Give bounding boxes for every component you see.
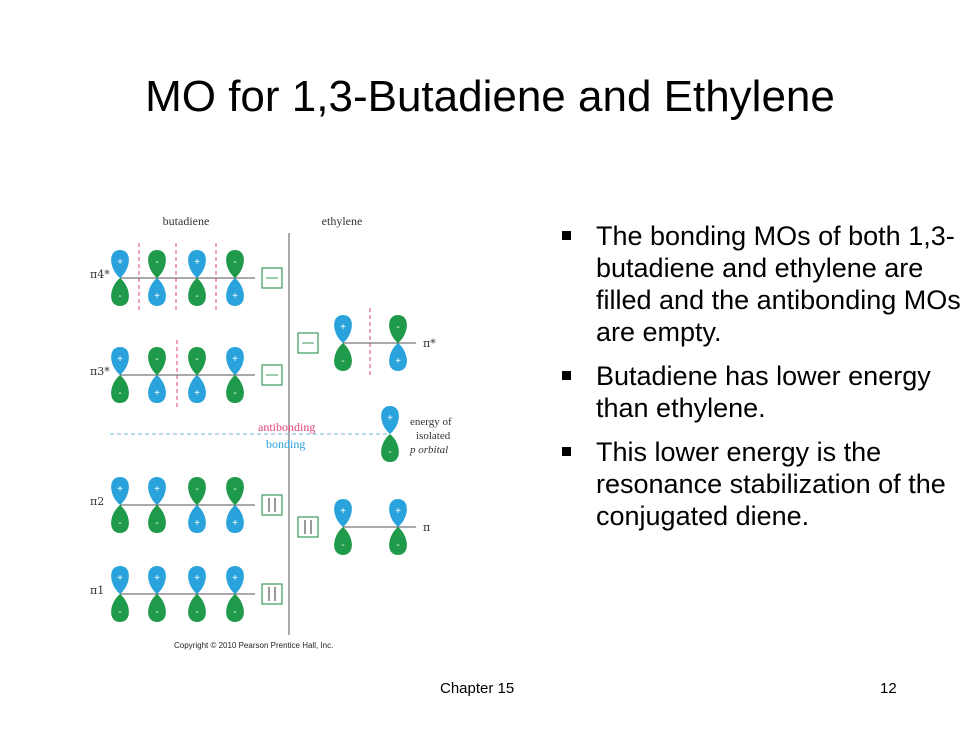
ethylene-heading: ethylene: [321, 214, 363, 228]
bullet-text: The bonding MOs of both 1,3-butadiene and ethylene are filled and the antibonding MOs are empty.: [596, 221, 961, 347]
phase-sign-label: +: [340, 506, 346, 517]
phase-sign-label: -: [155, 354, 159, 365]
antibonding-label: antibonding: [258, 420, 316, 434]
phase-sign-label: -: [155, 257, 159, 268]
bullet-square-icon: [562, 231, 571, 240]
phase-sign-label: -: [195, 484, 199, 495]
phase-sign-label: +: [117, 354, 123, 365]
phase-sign-label: -: [118, 518, 122, 529]
phase-sign-label: +: [154, 573, 160, 584]
phase-sign-label: +: [232, 354, 238, 365]
phase-sign-label: -: [195, 291, 199, 302]
phase-sign-label: +: [154, 291, 160, 302]
phase-sign-label: -: [233, 607, 237, 618]
bonding-label: bonding: [266, 437, 306, 451]
phase-sign-label: -: [118, 607, 122, 618]
bullet-item: [558, 360, 963, 424]
bullet-item: [558, 220, 963, 348]
mo-level-label: π4*: [90, 268, 110, 281]
butadiene-mo-level: [90, 340, 282, 410]
mo-level-label: π1: [90, 584, 105, 597]
phase-sign-label: +: [340, 322, 346, 333]
phase-sign-label: -: [155, 518, 159, 529]
phase-sign-label: +: [117, 257, 123, 268]
phase-sign-label: +: [232, 573, 238, 584]
isolated-energy-label-3: p orbital: [410, 444, 449, 456]
phase-sign-label: -: [233, 484, 237, 495]
phase-sign-label: -: [341, 540, 345, 551]
isolated-energy-label-1: energy of: [410, 416, 452, 428]
filled-box: [262, 495, 282, 515]
phase-sign-label: -: [118, 291, 122, 302]
mo-diagram: [80, 205, 480, 655]
bullet-text: This lower energy is the resonance stabilization of the conjugated diene.: [596, 437, 946, 531]
butadiene-mo-level: [90, 477, 282, 533]
bullet-list: [558, 220, 963, 544]
isolated-energy-label-2: isolated: [416, 430, 451, 442]
phase-sign-label: +: [194, 388, 200, 399]
footer-chapter: Chapter 15: [440, 680, 515, 697]
phase-sign-label: +: [194, 257, 200, 268]
phase-sign-label: -: [155, 607, 159, 618]
mo-level-label: π*: [423, 337, 436, 350]
butadiene-heading: butadiene: [162, 214, 210, 228]
mo-level-label: π2: [90, 495, 105, 508]
page-number: 12: [880, 680, 897, 697]
phase-sign-label: +: [154, 388, 160, 399]
phase-sign-label: +: [154, 484, 160, 495]
phase-sign-label: +: [395, 506, 401, 517]
phase-sign-label: +: [194, 518, 200, 529]
mo-level-label: π3*: [90, 365, 110, 378]
phase-sign-label: +: [232, 518, 238, 529]
phase-sign-label: -: [118, 388, 122, 399]
phase-sign-label: -: [396, 540, 400, 551]
phase-sign-label: +: [194, 573, 200, 584]
phase-sign-label: -: [341, 356, 345, 367]
phase-sign-label: +: [395, 356, 401, 367]
phase-sign-label: +: [117, 484, 123, 495]
bullet-square-icon: [562, 371, 571, 380]
bullet-square-icon: [562, 447, 571, 456]
phase-sign-label: +: [232, 291, 238, 302]
filled-box: [262, 584, 282, 604]
filled-box: [298, 517, 318, 537]
bullet-item: [558, 436, 963, 532]
bullet-text: Butadiene has lower energy than ethylene.: [596, 361, 931, 423]
mo-level-label: π: [423, 521, 431, 534]
phase-sign-label: -: [233, 257, 237, 268]
phase-sign-label: -: [388, 447, 392, 458]
phase-sign-label: +: [387, 413, 393, 424]
copyright-text: Copyright © 2010 Pearson Prentice Hall, Inc.: [174, 641, 334, 650]
slide-title: MO for 1,3-Butadiene and Ethylene: [145, 72, 835, 121]
phase-sign-label: +: [117, 573, 123, 584]
phase-sign-label: -: [195, 607, 199, 618]
phase-sign-label: -: [233, 388, 237, 399]
butadiene-mo-level: [90, 243, 282, 313]
ethylene-mo-level: [298, 308, 436, 378]
ethylene-mo-level: [298, 499, 430, 555]
phase-sign-label: -: [396, 322, 400, 333]
butadiene-levels: [90, 243, 282, 622]
butadiene-mo-level: [90, 566, 282, 622]
phase-sign-label: -: [195, 354, 199, 365]
